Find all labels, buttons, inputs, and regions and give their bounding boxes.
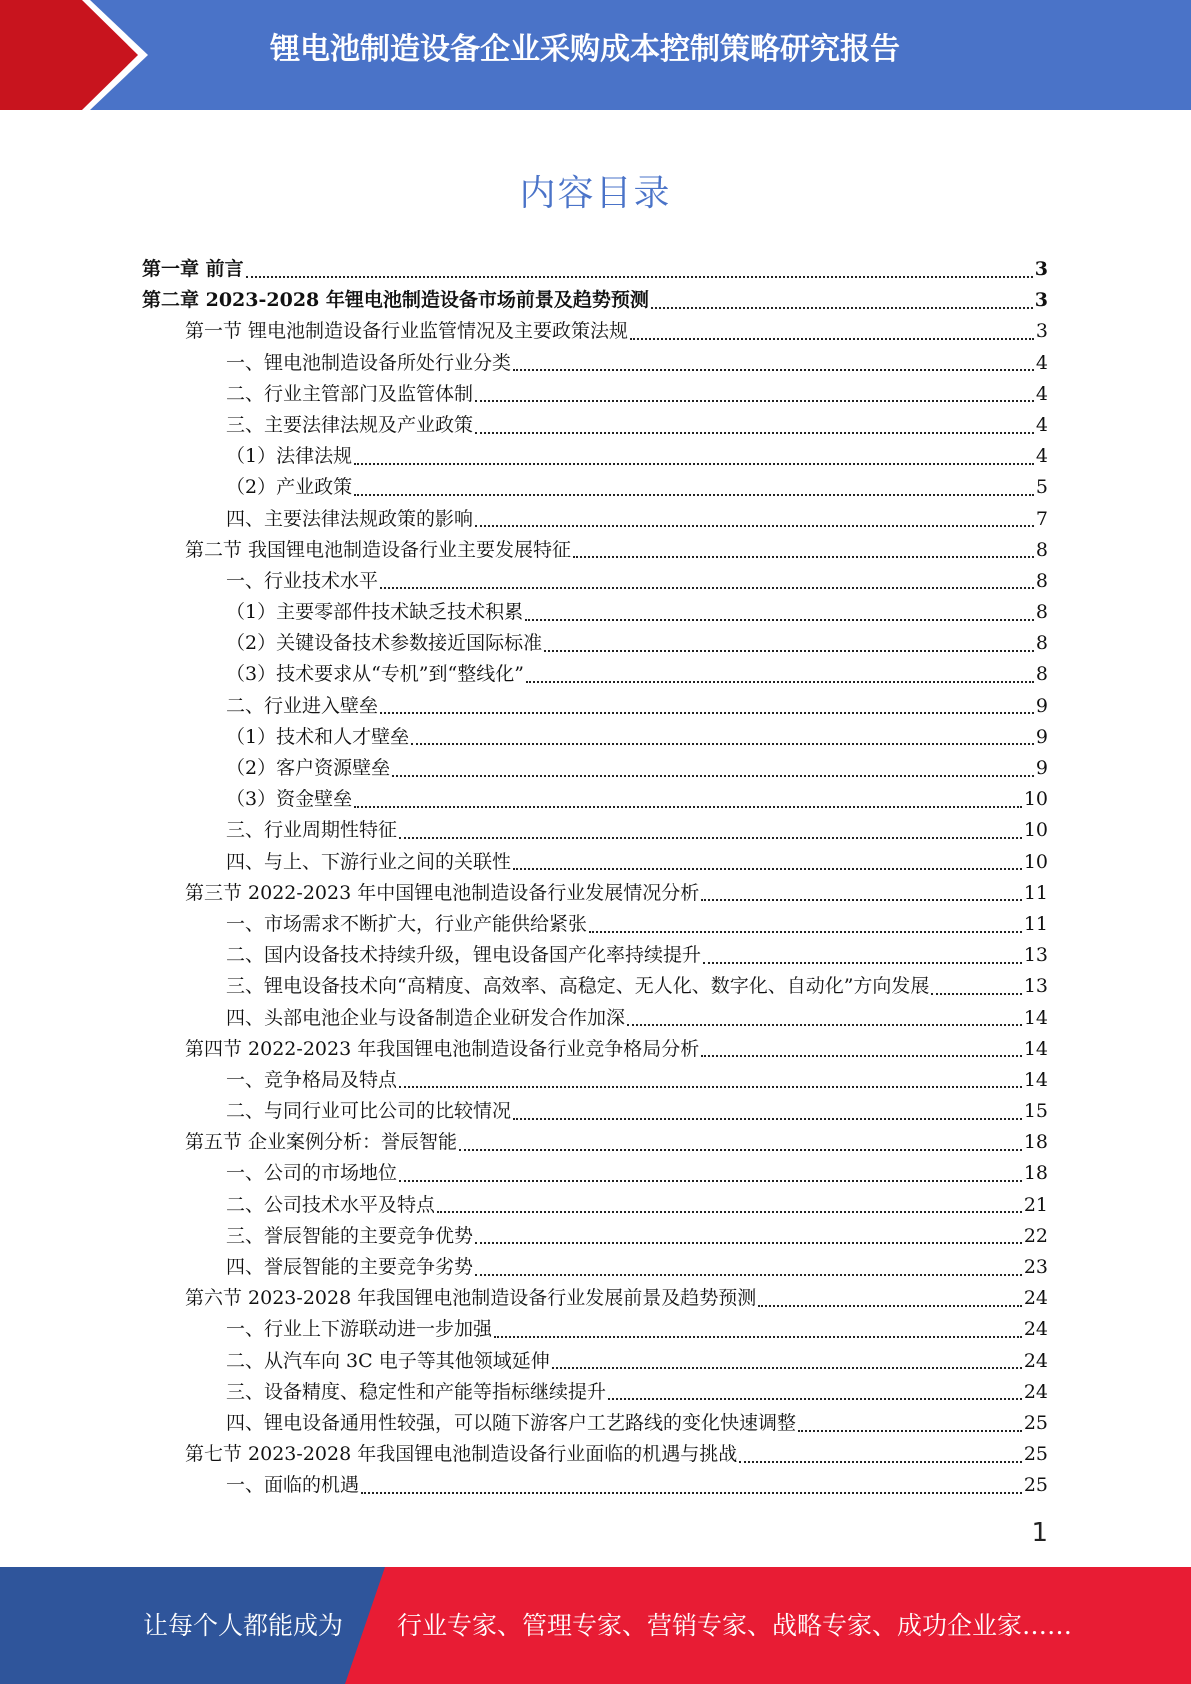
dot-leader [513,868,1022,870]
toc-entry[interactable] [142,784,1048,815]
dot-leader [739,1461,1022,1463]
toc-entry[interactable] [142,1283,1048,1314]
toc-entry[interactable] [142,1190,1048,1221]
toc-entry-label: 二、国内设备技术持续升级，锂电设备国产化率持续提升 [226,944,702,967]
toc-entry-page: 4 [1035,382,1048,405]
toc-entry-page: 14 [1023,1037,1048,1060]
toc-entry-page: 25 [1023,1443,1048,1466]
toc-entry[interactable] [142,379,1048,410]
toc-entry[interactable] [142,1470,1048,1501]
toc-entry[interactable] [142,1158,1048,1189]
toc-entry[interactable] [142,535,1048,566]
toc-entry[interactable] [142,1221,1048,1252]
toc-entry-page: 4 [1035,351,1048,374]
toc-entry[interactable] [142,441,1048,472]
toc-entry[interactable] [142,285,1048,316]
toc-entry-label: （2）关键设备技术参数接近国际标准 [226,632,543,655]
dot-leader [475,1274,1022,1276]
toc-entry-label: 一、面临的机遇 [226,1474,360,1497]
toc-entry-label: 二、从汽车向 3C 电子等其他领域延伸 [226,1349,550,1372]
toc-entry[interactable] [142,1127,1048,1158]
toc-entry-page: 8 [1035,663,1048,686]
toc-entry-label: 第五节 企业案例分析：誉辰智能 [185,1131,458,1154]
toc-entry-page: 10 [1023,819,1048,842]
dot-leader [475,525,1034,527]
toc-entry[interactable] [142,316,1048,347]
toc-entry-page: 25 [1023,1474,1048,1497]
footer-slogan-left: 让每个人都能成为 [143,1611,344,1640]
dot-leader [525,619,1034,621]
toc-entry-page: 8 [1035,601,1048,624]
toc-entry-page: 25 [1023,1411,1048,1434]
toc-entry-label: 四、锂电设备通用性较强，可以随下游客户工艺路线的变化快速调整 [226,1411,797,1434]
toc-entry-label: 三、誉辰智能的主要竞争优势 [226,1224,474,1247]
toc-entry[interactable] [142,472,1048,503]
toc-entry[interactable] [142,1096,1048,1127]
toc-entry[interactable] [142,1003,1048,1034]
dot-leader [544,650,1034,652]
toc-entry-label: 第二节 我国锂电池制造设备行业主要发展特征 [185,538,572,561]
toc-entry-label: 四、与上、下游行业之间的关联性 [226,850,512,873]
toc-entry-label: 一、行业上下游联动进一步加强 [226,1318,493,1341]
dot-leader [494,1336,1022,1338]
toc-entry-page: 24 [1023,1349,1048,1372]
toc-entry-page: 10 [1023,850,1048,873]
toc-entry-page: 21 [1023,1193,1048,1216]
toc-entry-label: （1）法律法规 [226,445,353,468]
report-title: 锂电池制造设备企业采购成本控制策略研究报告 [270,32,900,67]
toc-entry-page: 14 [1023,1006,1048,1029]
toc-entry-page: 9 [1035,725,1048,748]
dot-leader [651,307,1033,309]
toc-entry-label: 一、市场需求不断扩大，行业产能供给紧张 [226,912,588,935]
toc-entry-page: 8 [1035,569,1048,592]
toc-entry[interactable] [142,659,1048,690]
dot-leader [459,1149,1022,1151]
dot-leader [608,1398,1022,1400]
dot-leader [399,1086,1022,1088]
toc-entry[interactable] [142,878,1048,909]
toc-entry-label: （1）主要零部件技术缺乏技术积累 [226,601,524,624]
toc-entry-label: （3）资金壁垒 [226,788,353,811]
toc-entry-page: 23 [1023,1256,1048,1278]
dot-leader [475,1242,1022,1244]
toc-entry[interactable] [142,971,1048,1002]
toc-entry-label: 三、行业周期性特征 [226,819,398,842]
toc-entry-label: 三、主要法律法规及产业政策 [226,413,474,436]
toc-entry-page: 18 [1023,1131,1048,1154]
toc-entry[interactable] [142,1408,1048,1439]
toc-entry-page: 7 [1035,507,1048,530]
toc-entry-label: 三、设备精度、稳定性和产能等指标继续提升 [226,1380,607,1403]
toc-entry[interactable] [142,691,1048,722]
toc-entry[interactable] [142,1252,1048,1283]
toc-entry-label: （2）客户资源壁垒 [226,757,391,779]
toc-entry-page: 24 [1023,1380,1048,1403]
dot-leader [437,1211,1022,1213]
toc-entry[interactable] [142,504,1048,535]
toc-entry-label: 第一章 前言 [142,258,244,280]
dot-leader [552,1367,1022,1369]
table-of-contents [142,254,1048,1502]
toc-entry[interactable] [142,254,1048,285]
toc-entry[interactable] [142,1065,1048,1096]
toc-entry-label: （2）产业政策 [226,476,353,499]
toc-entry-page: 3 [1034,289,1048,312]
toc-entry-label: 四、头部电池企业与设备制造企业研发合作加深 [226,1006,626,1029]
toc-entry-label: 第二章 2023-2028 年锂电池制造设备市场前景及趋势预测 [142,289,649,312]
header-bar [0,0,1191,110]
dot-leader [411,743,1034,745]
toc-entry[interactable] [142,1034,1048,1065]
toc-entry-page: 8 [1035,538,1048,561]
dot-leader [354,463,1034,465]
toc-entry[interactable] [142,722,1048,753]
toc-entry-label: 四、主要法律法规政策的影响 [226,507,474,530]
toc-entry-label: 三、锂电设备技术向“高精度、高效率、高稳定、无人化、数字化、自动化”方向发展 [226,975,930,998]
toc-entry[interactable] [142,597,1048,628]
toc-entry[interactable] [142,410,1048,441]
dot-leader [573,556,1034,558]
dot-leader [701,1055,1022,1057]
toc-entry[interactable] [142,847,1048,878]
toc-entry-label: 四、誉辰智能的主要竞争劣势 [226,1256,474,1278]
toc-entry-page: 9 [1035,757,1048,779]
dot-leader [475,400,1034,402]
toc-entry-label: 第七节 2023-2028 年我国锂电池制造设备行业面临的机遇与挑战 [185,1443,738,1466]
toc-entry-label: 一、公司的市场地位 [226,1162,398,1185]
dot-leader [931,993,1021,995]
dot-leader [399,837,1022,839]
toc-entry[interactable] [142,566,1048,597]
dot-leader [392,775,1034,777]
toc-entry-page: 5 [1035,476,1048,499]
toc-entry[interactable] [142,1346,1048,1377]
dot-leader [246,276,1033,278]
toc-entry[interactable] [142,348,1048,379]
toc-entry-label: 一、竞争格局及特点 [226,1068,398,1091]
toc-entry-page: 10 [1023,788,1048,811]
chevron-arrow-icon [0,0,160,110]
toc-entry[interactable] [142,1439,1048,1470]
toc-entry-label: 一、行业技术水平 [226,569,379,592]
dot-leader [630,338,1034,340]
dot-leader [354,494,1034,496]
toc-entry-page: 15 [1023,1100,1048,1123]
toc-entry[interactable] [142,1314,1048,1345]
toc-entry-page: 4 [1035,445,1048,468]
footer-slogan-right: 行业专家、管理专家、营销专家、战略专家、成功企业家…… [397,1611,1073,1640]
toc-entry-label: 二、行业进入壁垒 [226,694,379,717]
footer-banner [0,1567,1191,1684]
dot-leader [703,962,1022,964]
dot-leader [380,712,1034,714]
toc-entry-label: 二、公司技术水平及特点 [226,1193,436,1216]
toc-entry-label: 第三节 2022-2023 年中国锂电池制造设备行业发展情况分析 [185,881,700,904]
dot-leader [513,369,1034,371]
dot-leader [380,587,1034,589]
toc-entry[interactable] [142,753,1048,784]
toc-entry-page: 3 [1035,320,1048,343]
toc-entry-label: 一、锂电池制造设备所处行业分类 [226,351,512,374]
dot-leader [361,1492,1022,1494]
dot-leader [354,806,1022,808]
toc-entry-page: 3 [1034,258,1048,280]
toc-entry-page: 18 [1023,1162,1048,1185]
toc-entry-label: 二、行业主管部门及监管体制 [226,382,474,405]
toc-entry-page: 4 [1035,413,1048,436]
toc-entry-page: 13 [1023,944,1048,967]
toc-entry[interactable] [142,628,1048,659]
dot-leader [526,681,1034,683]
toc-entry-label: （1）技术和人才壁垒 [226,725,410,748]
toc-entry-page: 8 [1035,632,1048,655]
toc-entry[interactable] [142,909,1048,940]
toc-entry-page: 14 [1023,1068,1048,1091]
toc-entry-page: 9 [1035,694,1048,717]
dot-leader [513,1118,1022,1120]
dot-leader [475,432,1034,434]
toc-entry-label: 第一节 锂电池制造设备行业监管情况及主要政策法规 [185,320,629,343]
toc-entry-page: 24 [1023,1287,1048,1310]
toc-entry-page: 24 [1023,1318,1048,1341]
toc-entry[interactable] [142,1377,1048,1408]
toc-entry-label: 第四节 2022-2023 年我国锂电池制造设备行业竞争格局分析 [185,1037,700,1060]
dot-leader [589,931,1022,933]
dot-leader [798,1430,1022,1432]
toc-entry-page: 11 [1023,881,1048,904]
toc-entry-label: 二、与同行业可比公司的比较情况 [226,1100,512,1123]
toc-entry[interactable] [142,815,1048,846]
toc-entry[interactable] [142,940,1048,971]
toc-entry-page: 11 [1023,912,1048,935]
toc-entry-label: 第六节 2023-2028 年我国锂电池制造设备行业发展前景及趋势预测 [185,1287,757,1310]
dot-leader [627,1024,1022,1026]
toc-heading: 内容目录 [519,173,672,214]
toc-entry-page: 22 [1023,1224,1048,1247]
dot-leader [399,1180,1022,1182]
toc-entry-page: 13 [1023,975,1048,998]
toc-entry-label: （3）技术要求从“专机”到“整线化” [226,663,524,686]
page-number: 1 [1031,1518,1048,1548]
dot-leader [758,1305,1022,1307]
dot-leader [701,899,1022,901]
